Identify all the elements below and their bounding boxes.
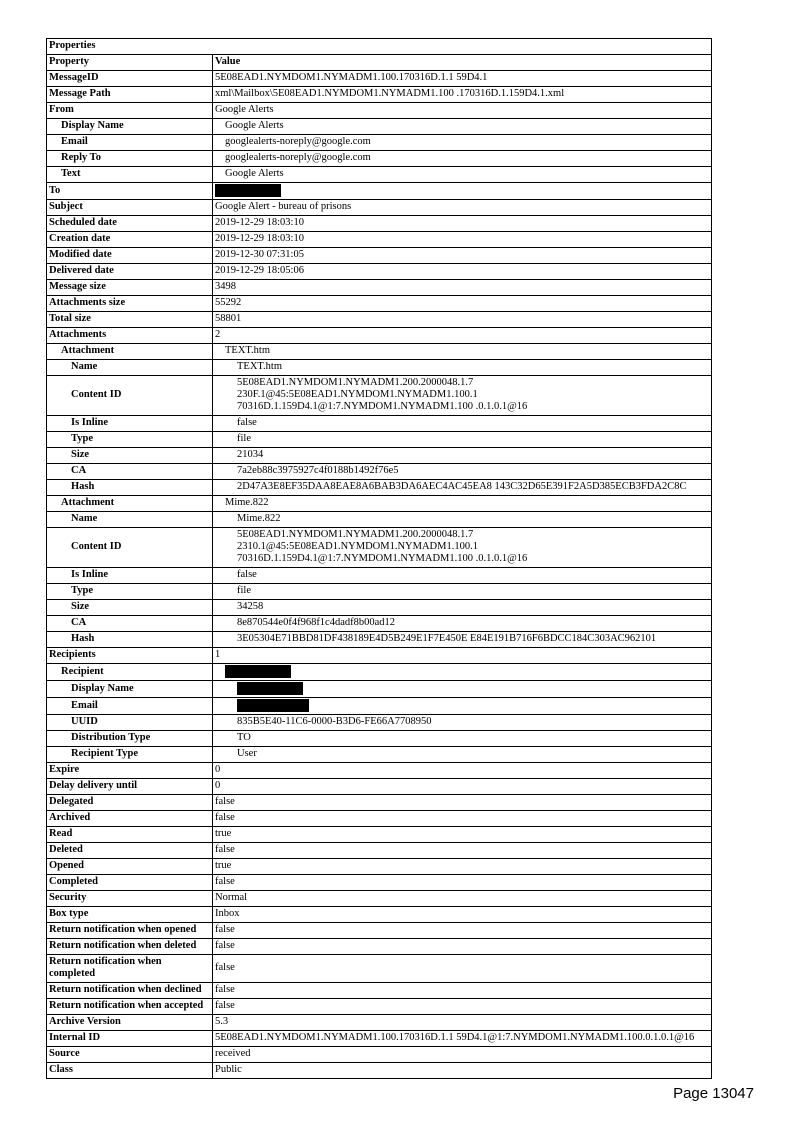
property-name: Attachments (47, 328, 213, 344)
table-row (47, 528, 712, 568)
table-row (47, 344, 712, 360)
table-row (47, 568, 712, 584)
property-value: 0 (213, 779, 712, 795)
property-name: Distribution Type (47, 731, 213, 747)
property-value: TEXT.htm (213, 344, 712, 360)
property-value: 8e870544e0f4f968f1c4dadf8b00ad12 (213, 616, 712, 632)
property-name: Return notification when completed (47, 955, 213, 983)
property-value: false (213, 568, 712, 584)
property-name: UUID (47, 715, 213, 731)
table-row (47, 681, 712, 698)
table-row (47, 715, 712, 731)
property-name: Message Path (47, 87, 213, 103)
table-title: Properties (47, 39, 712, 55)
property-name: Type (47, 432, 213, 448)
property-name: Name (47, 360, 213, 376)
property-name: CA (47, 464, 213, 480)
property-name: Security (47, 891, 213, 907)
property-name: Deleted (47, 843, 213, 859)
property-name: Hash (47, 632, 213, 648)
table-row (47, 432, 712, 448)
property-value: false (213, 923, 712, 939)
table-row (47, 103, 712, 119)
property-value: Mime.822 (213, 496, 712, 512)
table-row (47, 119, 712, 135)
property-name: Return notification when accepted (47, 999, 213, 1015)
property-value: 34258 (213, 600, 712, 616)
table-row (47, 360, 712, 376)
table-row (47, 296, 712, 312)
property-value: false (213, 811, 712, 827)
property-value: 3498 (213, 280, 712, 296)
table-row (47, 135, 712, 151)
property-name: Attachments size (47, 296, 213, 312)
property-name: CA (47, 616, 213, 632)
property-value: Mime.822 (213, 512, 712, 528)
table-row (47, 584, 712, 600)
property-name: Archive Version (47, 1015, 213, 1031)
table-row (47, 167, 712, 183)
redaction-block (225, 665, 291, 678)
property-value: file (213, 432, 712, 448)
property-name: Total size (47, 312, 213, 328)
property-value: 0 (213, 763, 712, 779)
property-name: Internal ID (47, 1031, 213, 1047)
property-name: Scheduled date (47, 216, 213, 232)
property-value: 2019-12-29 18:03:10 (213, 216, 712, 232)
property-name: Recipient Type (47, 747, 213, 763)
property-name: Modified date (47, 248, 213, 264)
table-row (47, 811, 712, 827)
property-name: Completed (47, 875, 213, 891)
property-name: Attachment (47, 496, 213, 512)
property-name: Content ID (47, 376, 213, 416)
table-row (47, 779, 712, 795)
table-row (47, 1031, 712, 1047)
property-value: false (213, 983, 712, 999)
table-row (47, 731, 712, 747)
property-value: received (213, 1047, 712, 1063)
table-row (47, 1047, 712, 1063)
property-value (213, 698, 712, 715)
table-row (47, 151, 712, 167)
property-value: file (213, 584, 712, 600)
property-name: Delegated (47, 795, 213, 811)
property-name: Display Name (47, 119, 213, 135)
property-name: To (47, 183, 213, 200)
table-row (47, 71, 712, 87)
property-name: Opened (47, 859, 213, 875)
table-row (47, 795, 712, 811)
property-name: Hash (47, 480, 213, 496)
property-name: Creation date (47, 232, 213, 248)
redaction-block (215, 184, 281, 197)
property-value (213, 681, 712, 698)
table-row (47, 875, 712, 891)
table-row (47, 376, 712, 416)
property-name: Return notification when declined (47, 983, 213, 999)
property-name: Display Name (47, 681, 213, 698)
property-value: false (213, 955, 712, 983)
property-name: Delay delivery until (47, 779, 213, 795)
table-row (47, 448, 712, 464)
table-row (47, 464, 712, 480)
property-name: Size (47, 600, 213, 616)
property-name: Source (47, 1047, 213, 1063)
table-row (47, 827, 712, 843)
property-value: 3E05304E71BBD81DF438189E4D5B249E1F7E450E E84E191B716F6BDCC184C303AC962101 (213, 632, 712, 648)
property-name: Subject (47, 200, 213, 216)
property-value: Normal (213, 891, 712, 907)
table-row (47, 983, 712, 999)
property-value: true (213, 859, 712, 875)
property-value: false (213, 939, 712, 955)
property-name: Size (47, 448, 213, 464)
property-name: Read (47, 827, 213, 843)
property-value: Inbox (213, 907, 712, 923)
property-name: Recipient (47, 664, 213, 681)
redaction-block (237, 682, 303, 695)
table-row (47, 416, 712, 432)
property-value: 5E08EAD1.NYMDOM1.NYMADM1.200.2000048.1.7 230F.1@45:5E08EAD1.NYMDOM1.NYMADM1.100.1 70316D.1.159D4.1@1:7.NYMDOM1.NYMADM1.100 .0.1.0.1@16 (213, 376, 712, 416)
table-row (47, 600, 712, 616)
properties-table (46, 38, 712, 1079)
property-value: 1 (213, 648, 712, 664)
property-name: Text (47, 167, 213, 183)
property-value: User (213, 747, 712, 763)
property-value: xml\Mailbox\5E08EAD1.NYMDOM1.NYMADM1.100 .170316D.1.159D4.1.xml (213, 87, 712, 103)
table-row (47, 843, 712, 859)
property-value: Google Alerts (213, 103, 712, 119)
property-name: Attachment (47, 344, 213, 360)
table-row (47, 312, 712, 328)
property-value: 5E08EAD1.NYMDOM1.NYMADM1.100.170316D.1.1 59D4.1 (213, 71, 712, 87)
property-value: true (213, 827, 712, 843)
table-row (47, 1015, 712, 1031)
property-value (213, 183, 712, 200)
column-header-value: Value (213, 55, 712, 71)
property-value: TEXT.htm (213, 360, 712, 376)
property-value: 21034 (213, 448, 712, 464)
property-value: Google Alerts (213, 167, 712, 183)
property-value (213, 664, 712, 681)
property-value: 55292 (213, 296, 712, 312)
property-name: Type (47, 584, 213, 600)
property-name: Message size (47, 280, 213, 296)
table-row (47, 763, 712, 779)
property-value: 5E08EAD1.NYMDOM1.NYMADM1.200.2000048.1.7 2310.1@45:5E08EAD1.NYMDOM1.NYMADM1.100.1 70316D.1.159D4.1@1:7.NYMDOM1.NYMADM1.100 .0.1.0.1@16 (213, 528, 712, 568)
property-value: googlealerts-noreply@google.com (213, 135, 712, 151)
property-value: false (213, 795, 712, 811)
property-name: Return notification when deleted (47, 939, 213, 955)
table-row (47, 859, 712, 875)
table-row (47, 232, 712, 248)
page-number: Page 13047 (673, 1085, 754, 1102)
property-value: Google Alerts (213, 119, 712, 135)
property-value: 2019-12-29 18:03:10 (213, 232, 712, 248)
table-row (47, 939, 712, 955)
property-value: 5E08EAD1.NYMDOM1.NYMADM1.100.170316D.1.1 59D4.1@1:7.NYMDOM1.NYMADM1.100.0.1.0.1@16 (213, 1031, 712, 1047)
table-row (47, 698, 712, 715)
property-name: Email (47, 698, 213, 715)
property-name: Email (47, 135, 213, 151)
table-row (47, 264, 712, 280)
table-row (47, 1063, 712, 1079)
property-name: Recipients (47, 648, 213, 664)
table-row (47, 923, 712, 939)
property-value: 2D47A3E8EF35DAA8EAE8A6BAB3DA6AEC4AC45EA8 143C32D65E391F2A5D385ECB3FDA2C8C (213, 480, 712, 496)
property-name: Expire (47, 763, 213, 779)
property-value: false (213, 416, 712, 432)
property-name: Reply To (47, 151, 213, 167)
property-value: 7a2eb88c3975927c4f0188b1492f76e5 (213, 464, 712, 480)
table-row (47, 480, 712, 496)
property-value: 58801 (213, 312, 712, 328)
property-value: 2019-12-30 07:31:05 (213, 248, 712, 264)
property-name: Name (47, 512, 213, 528)
property-value: 835B5E40-11C6-0000-B3D6-FE66A7708950 (213, 715, 712, 731)
redaction-block (237, 699, 309, 712)
property-value: 5.3 (213, 1015, 712, 1031)
table-row (47, 747, 712, 763)
property-name: MessageID (47, 71, 213, 87)
property-value: Google Alert - bureau of prisons (213, 200, 712, 216)
property-value: googlealerts-noreply@google.com (213, 151, 712, 167)
table-row (47, 328, 712, 344)
property-value: false (213, 843, 712, 859)
table-row (47, 891, 712, 907)
property-name: Return notification when opened (47, 923, 213, 939)
table-row (47, 183, 712, 200)
property-name: From (47, 103, 213, 119)
property-value: false (213, 875, 712, 891)
properties-table-body (47, 39, 712, 1079)
table-row (47, 616, 712, 632)
property-name: Class (47, 1063, 213, 1079)
table-row (47, 216, 712, 232)
column-header-row (47, 55, 712, 71)
property-name: Delivered date (47, 264, 213, 280)
table-row (47, 664, 712, 681)
table-row (47, 248, 712, 264)
table-row (47, 200, 712, 216)
property-value: Public (213, 1063, 712, 1079)
table-row (47, 955, 712, 983)
property-name: Archived (47, 811, 213, 827)
table-title-row (47, 39, 712, 55)
property-name: Box type (47, 907, 213, 923)
table-row (47, 496, 712, 512)
property-value: TO (213, 731, 712, 747)
table-row (47, 907, 712, 923)
property-value: 2 (213, 328, 712, 344)
table-row (47, 512, 712, 528)
property-name: Content ID (47, 528, 213, 568)
property-name: Is Inline (47, 568, 213, 584)
property-name: Is Inline (47, 416, 213, 432)
table-row (47, 87, 712, 103)
table-row (47, 999, 712, 1015)
table-row (47, 648, 712, 664)
table-row (47, 632, 712, 648)
property-value: 2019-12-29 18:05:06 (213, 264, 712, 280)
property-value: false (213, 999, 712, 1015)
table-row (47, 280, 712, 296)
column-header-property: Property (47, 55, 213, 71)
